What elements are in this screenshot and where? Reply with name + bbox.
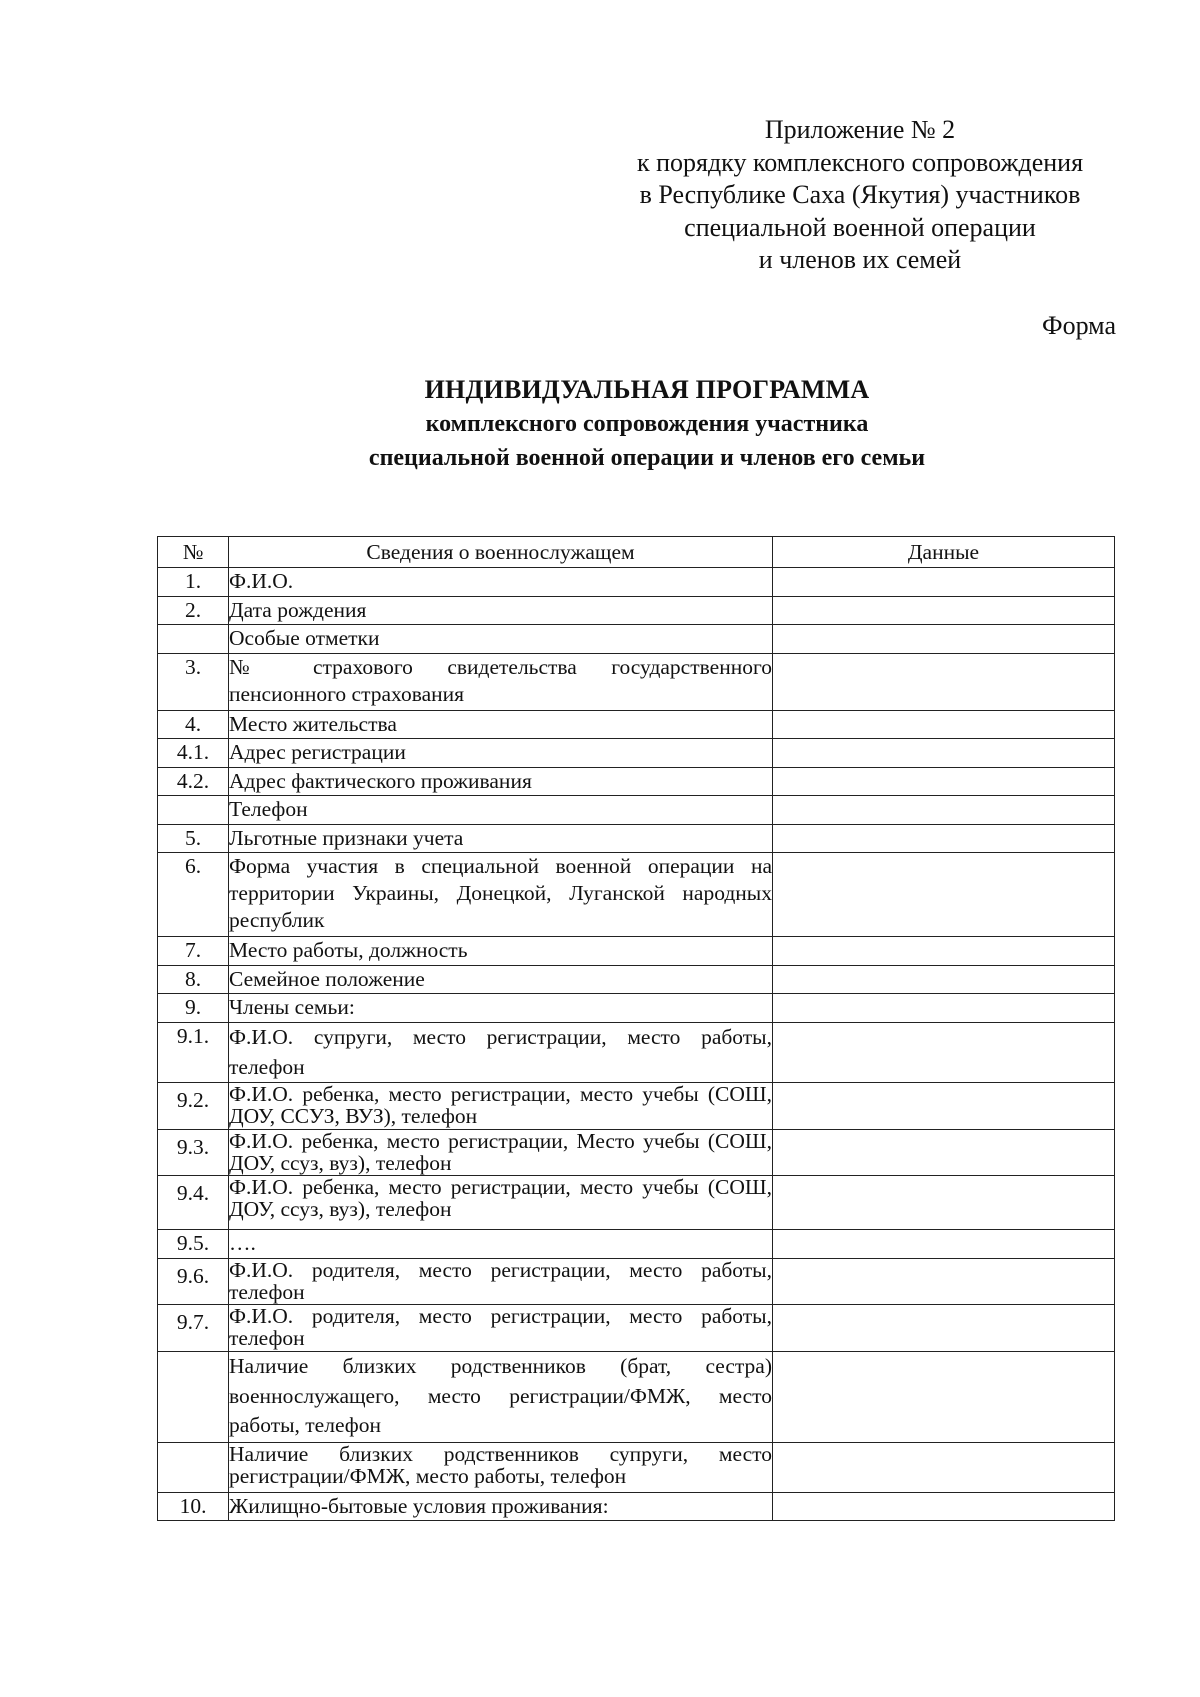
row-label: Место работы, должность: [229, 937, 773, 966]
row-label: Жилищно-бытовые условия проживания:: [229, 1493, 773, 1521]
row-data-cell[interactable]: [773, 1259, 1115, 1305]
table-row: [158, 1023, 1115, 1083]
row-data-cell[interactable]: [773, 1305, 1115, 1352]
row-data-cell[interactable]: [773, 1130, 1115, 1176]
row-data-cell[interactable]: [773, 1352, 1115, 1443]
row-data-cell[interactable]: [773, 853, 1115, 937]
row-data-cell[interactable]: [773, 739, 1115, 768]
row-number: 4.1.: [158, 739, 229, 768]
row-label: Телефон: [229, 796, 773, 825]
row-label: Место жительства: [229, 711, 773, 739]
row-number: [158, 625, 229, 654]
row-data-cell[interactable]: [773, 625, 1115, 654]
annex-line: к порядку комплексного сопровождения: [636, 147, 1084, 177]
row-number: 6.: [158, 853, 229, 937]
row-data-cell[interactable]: [773, 768, 1115, 796]
table-header-row: [158, 537, 1115, 568]
table-row: [158, 1493, 1115, 1521]
table-row: [158, 568, 1115, 597]
row-number: 9.6.: [158, 1259, 229, 1305]
row-number: 9.3.: [158, 1130, 229, 1176]
table-row: [158, 1230, 1115, 1259]
row-data-cell[interactable]: [773, 654, 1115, 711]
row-number: 5.: [158, 825, 229, 853]
annex-line: в Республике Саха (Якутия) участников: [639, 180, 1081, 209]
row-number: 9.2.: [158, 1083, 229, 1130]
row-label: Адрес регистрации: [229, 739, 773, 768]
row-label: Члены семьи:: [229, 994, 773, 1023]
row-label: Адрес фактического проживания: [229, 768, 773, 796]
table-row: [158, 825, 1115, 853]
row-data-cell[interactable]: [773, 1023, 1115, 1083]
table-row: [158, 654, 1115, 711]
table-row: [158, 937, 1115, 966]
row-number: 4.2.: [158, 768, 229, 796]
row-number: 1.: [158, 568, 229, 597]
table-row: [158, 994, 1115, 1023]
row-label: Дата рождения: [229, 597, 773, 625]
row-number: 9.1.: [158, 1023, 229, 1083]
row-number: [158, 1443, 229, 1493]
row-label: Льготные признаки учета: [229, 825, 773, 853]
table-row: [158, 796, 1115, 825]
table-row: [158, 1259, 1115, 1305]
row-data-cell[interactable]: [773, 1176, 1115, 1230]
row-data-cell[interactable]: [773, 568, 1115, 597]
row-label: Ф.И.О. родителя, место регистрации, место работы, телефон: [229, 1304, 772, 1350]
row-number: 10.: [158, 1493, 229, 1521]
row-label: Ф.И.О.: [229, 568, 773, 597]
table-row: [158, 1083, 1115, 1130]
row-data-cell[interactable]: [773, 994, 1115, 1023]
table-row: [158, 711, 1115, 739]
row-label: Ф.И.О. ребенка, место регистрации, Место учебы (СОШ, ДОУ, ссуз, вуз), телефон: [229, 1129, 772, 1175]
row-label: Ф.И.О. ребенка, место регистрации, место учебы (СОШ, ДОУ, ссуз, вуз), телефон: [229, 1176, 773, 1230]
row-number: 4.: [158, 711, 229, 739]
row-number: [158, 796, 229, 825]
row-number: 9.5.: [158, 1230, 229, 1259]
row-label: Ф.И.О. супруги, место регистрации, место работы, телефон: [229, 1023, 773, 1083]
table-row: [158, 853, 1115, 937]
table-row: [158, 597, 1115, 625]
title-main: ИНДИВИДУАЛЬНАЯ ПРОГРАММА: [424, 375, 870, 404]
row-label: № страхового свидетельства государственного пенсионного страхования: [229, 654, 773, 711]
document-title: [0, 373, 1200, 475]
row-data-cell[interactable]: [773, 711, 1115, 739]
row-label: Форма участия в специальной военной операции на территории Украины, Донецкой, Луганской народных республик: [229, 853, 773, 937]
row-number: [158, 1352, 229, 1443]
row-label: ….: [229, 1230, 773, 1259]
row-number: 2.: [158, 597, 229, 625]
row-data-cell[interactable]: [773, 1230, 1115, 1259]
table-row: [158, 625, 1115, 654]
row-label: Ф.И.О. родителя, место регистрации, место работы, телефон: [229, 1258, 772, 1304]
row-label: Семейное положение: [229, 966, 773, 994]
table-row: [158, 739, 1115, 768]
table-row: [158, 768, 1115, 796]
annex-line: Приложение № 2: [764, 115, 956, 144]
row-number: 7.: [158, 937, 229, 966]
row-label: Особые отметки: [229, 625, 773, 654]
header-data: Данные: [773, 537, 1115, 568]
row-number: 3.: [158, 654, 229, 711]
table-row: [158, 1443, 1115, 1493]
table-row: [158, 1130, 1115, 1176]
row-label: Наличие близких родственников (брат, сестра) военнослужащего, место регистрации/ФМЖ, место работы, телефон: [229, 1352, 773, 1443]
annex-heading: [560, 114, 1160, 277]
info-table: [157, 536, 1115, 1521]
table-row: [158, 1352, 1115, 1443]
row-data-cell[interactable]: [773, 1443, 1115, 1493]
header-info: Сведения о военнослужащем: [229, 537, 773, 568]
header-number: №: [158, 537, 229, 568]
annex-line: и членов их семей: [758, 245, 962, 274]
row-data-cell[interactable]: [773, 597, 1115, 625]
row-data-cell[interactable]: [773, 825, 1115, 853]
row-number: 9.7.: [158, 1305, 229, 1352]
table-row: [158, 1176, 1115, 1230]
row-number: 9.: [158, 994, 229, 1023]
row-data-cell[interactable]: [773, 1493, 1115, 1521]
title-subtitle-2: специальной военной операции и членов его семьи: [368, 445, 926, 471]
row-data-cell[interactable]: [773, 966, 1115, 994]
row-data-cell[interactable]: [773, 1083, 1115, 1130]
title-subtitle-1: комплексного сопровождения участника: [425, 411, 869, 437]
row-number: 9.4.: [158, 1176, 229, 1230]
table-row: [158, 966, 1115, 994]
row-data-cell[interactable]: [773, 796, 1115, 825]
row-label: Ф.И.О. ребенка, место регистрации, место учебы (СОШ, ДОУ, ССУЗ, ВУЗ), телефон: [229, 1082, 772, 1128]
row-data-cell[interactable]: [773, 937, 1115, 966]
annex-line: специальной военной операции: [684, 212, 1036, 242]
table-row: [158, 1305, 1115, 1352]
form-label: Форма: [1042, 311, 1116, 340]
row-number: 8.: [158, 966, 229, 994]
row-label: Наличие близких родственников супруги, место регистрации/ФМЖ, место работы, телефон: [229, 1443, 773, 1493]
